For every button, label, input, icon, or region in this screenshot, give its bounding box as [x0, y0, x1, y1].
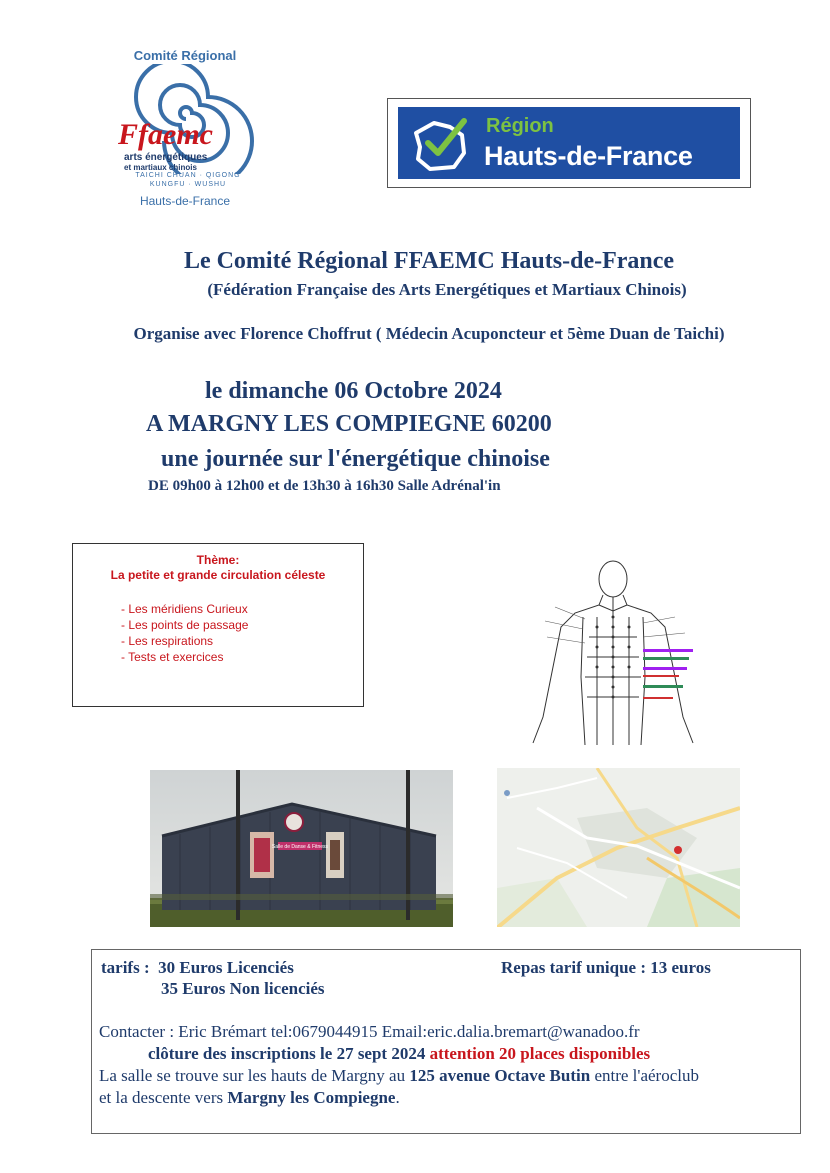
cloture-text: clôture des inscriptions le 27 sept 2024: [148, 1044, 426, 1063]
spiral-icon: [116, 64, 256, 174]
page-title: Le Comité Régional FFAEMC Hauts-de-France: [183, 248, 675, 274]
repas-tarif: Repas tarif unique : 13 euros: [501, 958, 711, 977]
theme-heading: [73, 553, 363, 583]
building-sign-text: Salle de Danse & Fitness: [271, 844, 329, 850]
region-logo-panel: [398, 107, 740, 179]
event-title: une journée sur l'énergétique chinoise: [161, 446, 550, 472]
event-city: A MARGNY LES COMPIEGNE 60200: [146, 411, 552, 437]
logo-disciplines-1: TAICHI CHUAN · QIGONG: [135, 172, 241, 179]
logo-line2: et martiaux chinois: [124, 163, 197, 172]
salle-line-2: [99, 1088, 400, 1108]
logo-disciplines: [118, 171, 258, 189]
logo-mark: Ffaemc: [118, 118, 213, 151]
salle-line-1: [99, 1066, 699, 1086]
tarif-non-licencies: 35 Euros Non licenciés: [161, 979, 325, 998]
theme-box: [72, 543, 364, 707]
tarif-licencies: [101, 958, 294, 978]
region-word: Région: [486, 115, 554, 137]
info-box: [91, 949, 801, 1134]
list-item: - Les points de passage: [121, 618, 249, 632]
salle-text-3: et la descente vers: [99, 1088, 228, 1107]
salle-end: .: [395, 1088, 400, 1107]
list-item: - Tests et exercices: [121, 650, 224, 664]
acupuncture-figure-image: [525, 557, 700, 745]
event-hours: DE 09h00 à 12h00 et de 13h30 à 16h30 Salle Adrénal'in: [148, 478, 501, 494]
list-item: - Les méridiens Curieux: [121, 602, 248, 616]
attention-text: attention 20 places disponibles: [429, 1044, 651, 1063]
logo-disciplines-2: KUNGFU · WUSHU: [149, 181, 227, 188]
tarifs-label: tarifs :: [101, 958, 150, 977]
salle-text-2: entre l'aéroclub: [590, 1066, 699, 1085]
cloture-line: [148, 1044, 650, 1064]
building-photo: [150, 770, 453, 927]
theme-label: Thème:: [196, 553, 240, 567]
salle-text-1: La salle se trouve sur les hauts de Margny au: [99, 1066, 410, 1085]
organiser-line: Organise avec Florence Choffrut ( Médecin Acuponcteur et 5ème Duan de Taichi): [133, 324, 725, 343]
france-map-icon: [406, 113, 476, 173]
ffaemc-logo: [110, 48, 260, 213]
logo-hauts-de-france: Hauts-de-France: [139, 194, 231, 208]
event-date: le dimanche 06 Octobre 2024: [205, 378, 502, 404]
map-pin-icon: [674, 846, 682, 854]
page-subtitle: (Fédération Française des Arts Energétiques et Martiaux Chinois): [207, 280, 687, 299]
region-name: Hauts-de-France: [484, 141, 693, 171]
list-item: - Les respirations: [121, 634, 214, 648]
theme-list: [121, 601, 248, 665]
logo-line1: arts énergétiques: [124, 152, 208, 163]
region-logo: [387, 98, 751, 188]
salle-address: 125 avenue Octave Butin: [409, 1066, 591, 1085]
theme-title: La petite et grande circulation céleste: [110, 568, 326, 582]
contact-line: Contacter : Eric Brémart tel:0679044915 Email:eric.dalia.bremart@wanadoo.fr: [99, 1022, 640, 1041]
logo-comite-regional: Comité Régional: [133, 48, 237, 63]
salle-town: Margny les Compiegne: [227, 1088, 396, 1107]
tarif-licencies-value: 30 Euros Licenciés: [158, 958, 294, 977]
location-map: [497, 768, 740, 927]
